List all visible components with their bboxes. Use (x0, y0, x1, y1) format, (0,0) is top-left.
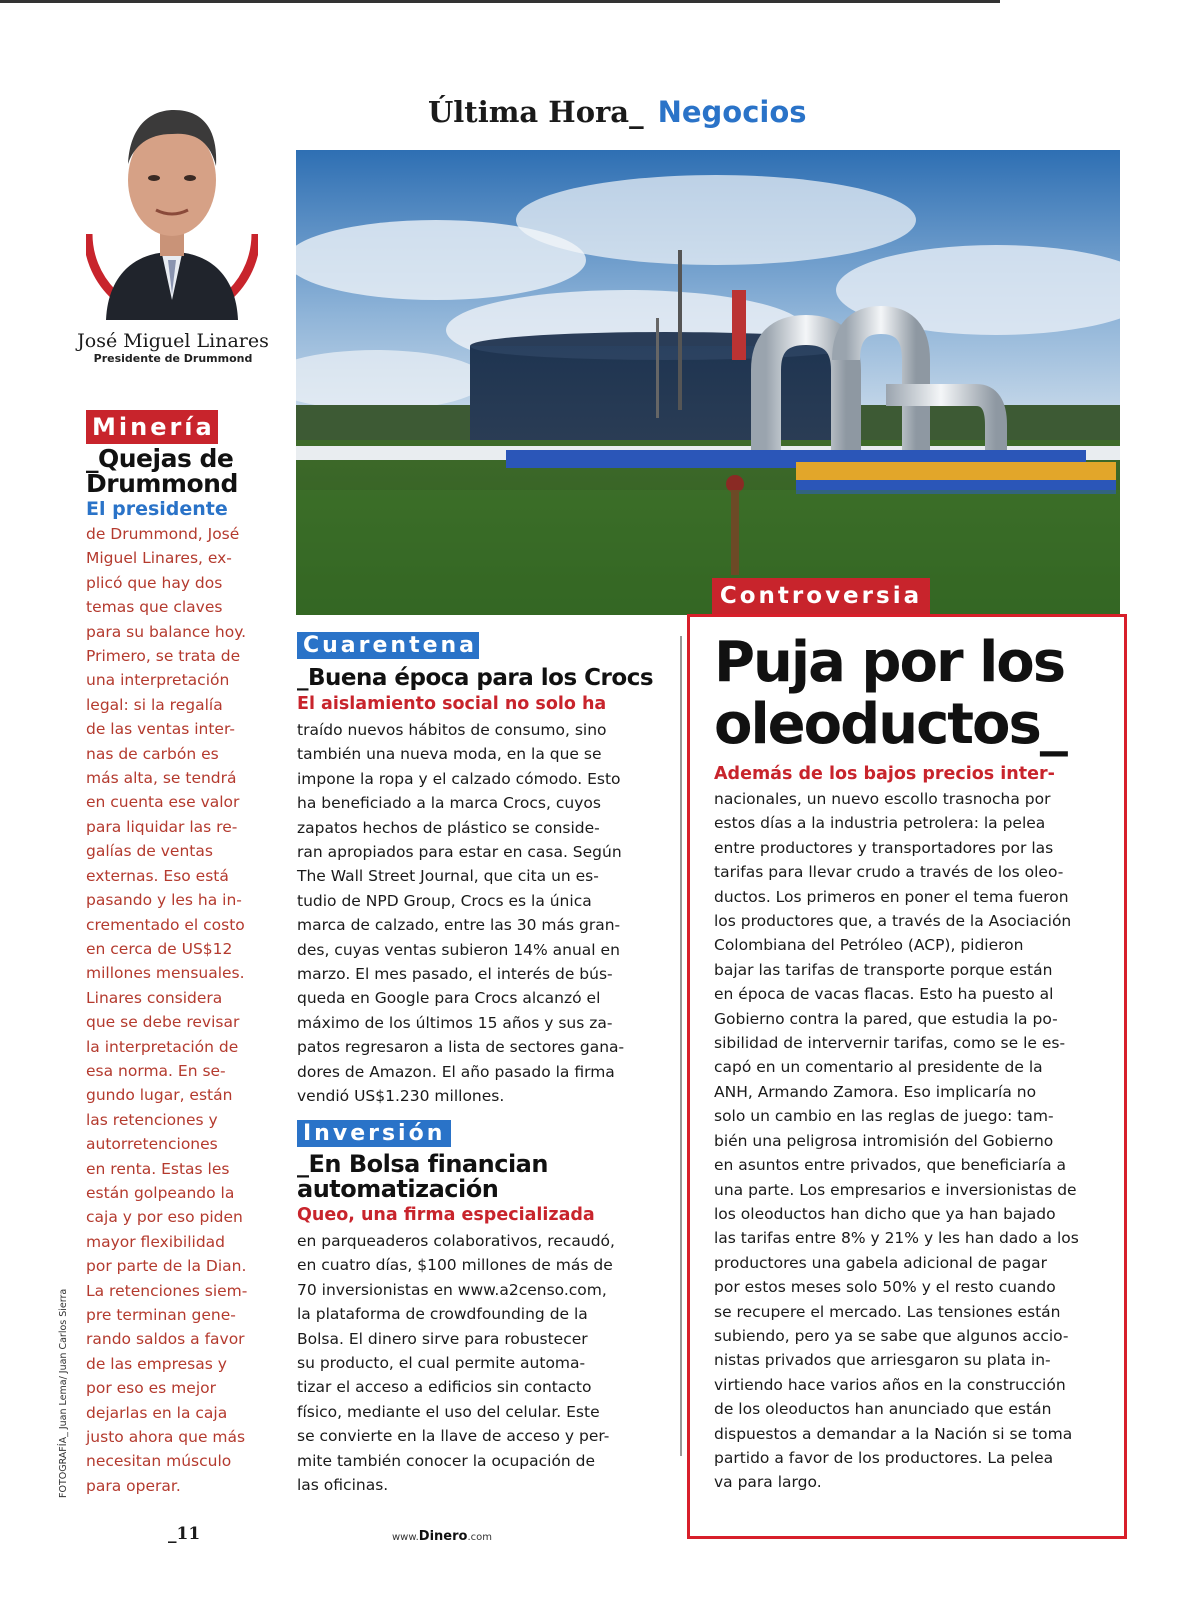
pipeline-photo (296, 150, 1120, 615)
left-body-line: temas que claves (86, 598, 223, 617)
left-body-line: nas de carbón es (86, 744, 219, 763)
left-body-line: por parte de la Dian. (86, 1257, 247, 1276)
left-body (86, 522, 276, 1498)
left-title (86, 446, 238, 496)
mid2-title-line: automatización (297, 1175, 499, 1203)
mid2-body-line: la plataforma de crowdfounding de la (297, 1305, 588, 1324)
label-cuarentena: Cuarentena (297, 632, 479, 659)
right-body-line: virtiendo hace varios años en la construcción (714, 1375, 1066, 1394)
site-url (392, 1529, 492, 1544)
left-body-line: para liquidar las re- (86, 817, 238, 836)
mid1-body-line: The Wall Street Journal, que cita un es- (297, 867, 599, 886)
mid2-body-line: Bolsa. El dinero sirve para robustecer (297, 1329, 588, 1348)
right-body-line: ductos. Los primeros en poner el tema fueron (714, 887, 1069, 906)
site-suffix: .com (467, 1532, 493, 1543)
mid1-body-line: también una nueva moda, en la que se (297, 745, 602, 764)
left-body-line: por eso es mejor (86, 1379, 216, 1398)
left-title-line: _Quejas de (86, 444, 234, 473)
photo-credit (58, 1248, 76, 1498)
right-body-line: dispuestos a demandar a la Nación si se toma (714, 1424, 1073, 1443)
right-body-line: productores una gabela adicional de pagar (714, 1253, 1048, 1272)
left-body-line: que se debe revisar (86, 1013, 240, 1032)
left-body-line: autorretenciones (86, 1135, 218, 1154)
left-body-line: para su balance hoy. (86, 622, 247, 641)
left-body-line: externas. Eso está (86, 866, 229, 885)
mid1-body-line: patos regresaron a lista de sectores gana- (297, 1038, 625, 1057)
mid1-body-line: des, cuyas ventas subieron 14% anual en (297, 940, 620, 959)
header-category: Negocios (657, 95, 807, 129)
right-body-line: los productores que, a través de la Asociación (714, 912, 1072, 931)
right-body-line: va para largo. (714, 1473, 822, 1492)
left-body-line: las retenciones y (86, 1110, 218, 1129)
left-body-line: Linares considera (86, 988, 223, 1007)
left-body-line: pre terminan gene- (86, 1306, 236, 1324)
right-body-line: nistas privados que arriesgaron su plata in- (714, 1351, 1051, 1370)
right-body-line: se recupere el mercado. Las tensiones están (714, 1302, 1061, 1321)
left-body-line: una interpretación (86, 671, 230, 690)
left-body-line: de las ventas inter- (86, 720, 235, 739)
mid2-title-line: _En Bolsa financian (297, 1150, 548, 1178)
mid1-body (297, 718, 657, 1109)
right-body-line: capó en un comentario al presidente de la (714, 1058, 1043, 1077)
left-body-line: caja y por eso piden (86, 1208, 243, 1227)
site-brand: Dinero (418, 1529, 468, 1544)
right-body-line: bién una peligrosa intromisión del Gobierno (714, 1131, 1054, 1150)
right-lead: Además de los bajos precios inter- (714, 764, 1055, 784)
mid1-body-line: marzo. El mes pasado, el interés de bús- (297, 965, 613, 984)
right-body-line: en época de vacas flacas. Esto ha puesto al (714, 985, 1054, 1004)
right-body-line: estos días a la industria petrolera: la pelea (714, 814, 1046, 833)
mid2-body-line: mite también conocer la ocupación de (297, 1451, 596, 1470)
right-body-line: tarifas para llevar crudo a través de los oleo- (714, 863, 1064, 882)
right-body-line: bajar las tarifas de transporte porque están (714, 960, 1053, 979)
right-body-line: las tarifas entre 8% y 21% y les han dado a los (714, 1229, 1079, 1248)
mid1-body-line: zapatos hechos de plástico se conside- (297, 818, 600, 837)
left-body-line: galías de ventas (86, 842, 213, 861)
label-inversion: Inversión (297, 1120, 451, 1147)
mid2-body-line: 70 inversionistas en www.a2censo.com, (297, 1280, 607, 1299)
site-prefix: www. (392, 1532, 419, 1543)
label-mineria: Minería (86, 410, 218, 444)
mid1-body-line: máximo de los últimos 15 años y sus za- (297, 1013, 613, 1032)
mid2-lead: Queo, una firma especializada (297, 1205, 595, 1225)
right-body-line: de los oleoductos han anunciado que están (714, 1400, 1052, 1419)
left-body-line: la interpretación de (86, 1037, 239, 1056)
mid1-body-line: marca de calzado, entre las 30 más gran- (297, 916, 621, 935)
left-body-line: de Drummond, José (86, 525, 240, 543)
right-body-line: subiendo, pero ya se sabe que algunos accio- (714, 1326, 1069, 1345)
left-body-line: necesitan músculo (86, 1452, 232, 1471)
right-body-line: sibilidad de intervernir tarifas, como se le es- (714, 1034, 1066, 1053)
left-body-line: Primero, se trata de (86, 647, 241, 666)
left-body-line: de las empresas y (86, 1354, 227, 1373)
mid1-body-line: impone la ropa y el calzado cómodo. Esto (297, 769, 621, 788)
left-body-line: millones mensuales. (86, 964, 245, 983)
right-body-line: los oleoductos han dicho que ya han bajado (714, 1204, 1056, 1223)
right-body-line: en asuntos entre privados, que beneficiaría a (714, 1156, 1066, 1175)
left-lead: El presidente (86, 498, 228, 520)
mid1-body-line: dores de Amazon. El año pasado la firma (297, 1062, 615, 1081)
label-controversia: Controversia (712, 578, 930, 614)
mid1-body-line: ha beneficiado a la marca Crocs, cuyos (297, 794, 601, 813)
mid2-body-line: tizar el acceso a edificios sin contacto (297, 1378, 592, 1397)
right-body-line: Colombiana del Petróleo (ACP), pidieron (714, 936, 1024, 955)
header-section: Última Hora_ (428, 95, 644, 129)
mid1-body-line: vendió US$1.230 millones. (297, 1087, 505, 1106)
mid2-body-line: se convierte en la llave de acceso y per- (297, 1427, 610, 1446)
left-body-line: para operar. (86, 1476, 181, 1495)
left-body-line: en cerca de US$12 (86, 939, 233, 958)
right-body-line: solo un cambio en las reglas de juego: tam- (714, 1107, 1054, 1126)
mid2-body-line: en parqueaderos colaborativos, recaudó, (297, 1232, 615, 1250)
mid1-title: _Buena época para los Crocs (297, 665, 654, 691)
column-divider (680, 636, 682, 1456)
mid2-body (297, 1229, 657, 1497)
right-body-line: nacionales, un nuevo escollo trasnocha por (714, 790, 1051, 808)
page-header (428, 95, 807, 130)
right-body-line: por estos meses solo 50% y el resto cuando (714, 1278, 1056, 1297)
mid1-lead: El aislamiento social no solo ha (297, 694, 607, 714)
mid1-body-line: tudio de NPD Group, Crocs es la única (297, 891, 592, 910)
mid2-body-line: físico, mediante el uso del celular. Este (297, 1402, 600, 1421)
left-body-line: legal: si la regalía (86, 695, 223, 714)
left-body-line: crementado el costo (86, 915, 245, 934)
right-body-line: una parte. Los empresarios e inversionistas de (714, 1180, 1077, 1199)
right-body-line: partido a favor de los productores. La pelea (714, 1448, 1054, 1467)
left-body-line: en cuenta ese valor (86, 793, 240, 812)
person-role: Presidente de Drummond (93, 352, 253, 365)
right-body-line: Gobierno contra la pared, que estudia la po- (714, 1009, 1058, 1028)
left-body-line: en renta. Estas les (86, 1159, 230, 1178)
mid2-title (297, 1152, 548, 1202)
right-body-line: ANH, Armando Zamora. Eso implicaría no (714, 1082, 1037, 1101)
left-body-line: pasando y les ha in- (86, 891, 242, 910)
left-body-line: rando saldos a favor (86, 1330, 245, 1349)
portrait-photo (86, 102, 258, 320)
right-body-line: entre productores y transportadores por las (714, 838, 1054, 857)
mid1-body-line: ran apropiados para estar en casa. Según (297, 843, 622, 862)
mid2-body-line: su producto, el cual permite automa- (297, 1354, 586, 1373)
right-title-line: Puja por los (714, 630, 1065, 695)
mid1-body-line: queda en Google para Crocs alcanzó el (297, 989, 601, 1008)
photo-credit-text: FOTOGRAFÍA_ Juan Lema/ Juan Carlos Sierra (58, 1288, 69, 1498)
left-title-line: Drummond (86, 469, 238, 498)
person-name: José Miguel Linares (77, 330, 269, 352)
right-title-line: oleoductos_ (714, 692, 1066, 757)
right-body (714, 787, 1109, 1495)
mid1-body-line: traído nuevos hábitos de consumo, sino (297, 721, 607, 739)
left-body-line: Miguel Linares, ex- (86, 549, 232, 568)
left-body-line: están golpeando la (86, 1183, 235, 1202)
left-body-line: esa norma. En se- (86, 1061, 226, 1080)
page-number: _11 (168, 1524, 201, 1544)
right-title (714, 632, 1066, 756)
top-rule (0, 0, 1000, 3)
left-body-line: La retenciones siem- (86, 1281, 248, 1300)
left-body-line: gundo lugar, están (86, 1086, 233, 1105)
left-body-line: más alta, se tendrá (86, 769, 237, 788)
mid2-body-line: en cuatro días, $100 millones de más de (297, 1256, 613, 1275)
left-body-line: mayor flexibilidad (86, 1232, 225, 1251)
mid2-body-line: las oficinas. (297, 1476, 389, 1495)
left-body-line: justo ahora que más (86, 1428, 246, 1447)
left-body-line: plicó que hay dos (86, 573, 223, 592)
left-body-line: dejarlas en la caja (86, 1403, 228, 1422)
